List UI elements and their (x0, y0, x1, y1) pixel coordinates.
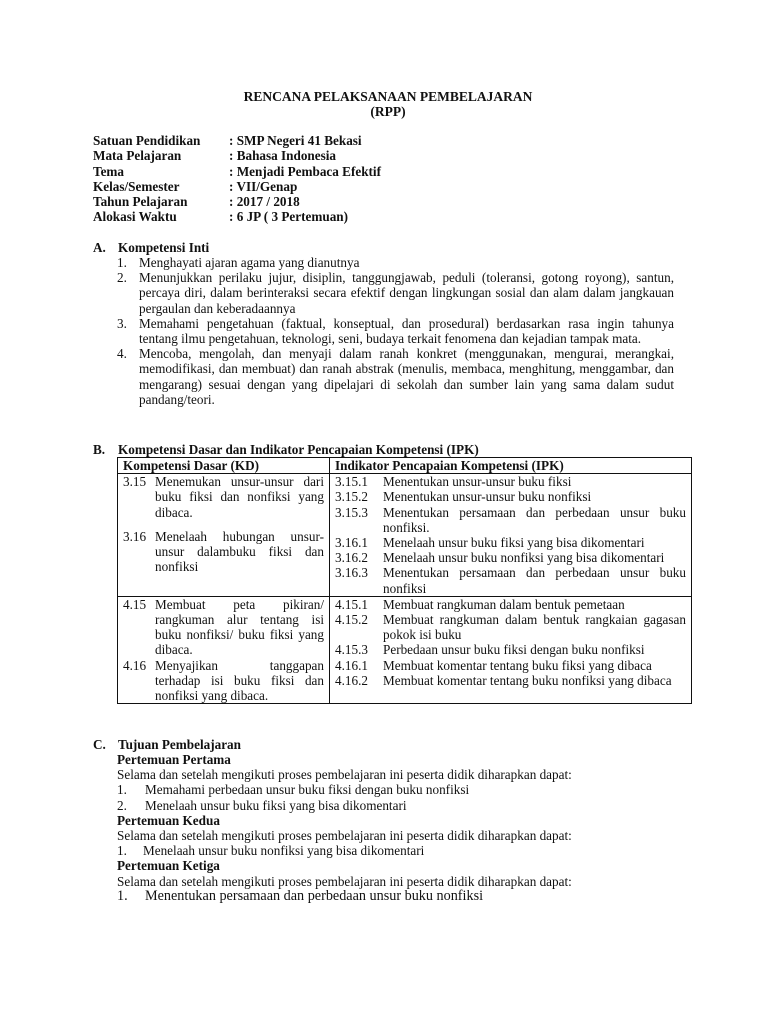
identity-label: Alokasi Waktu (93, 209, 177, 225)
identity-label: Tahun Pelajaran (93, 194, 188, 210)
identity-label: Mata Pelajaran (93, 148, 182, 164)
ipk-number: 3.15.3 (335, 504, 368, 520)
kd-number: 4.16 (123, 657, 147, 673)
kd-item (123, 597, 324, 658)
tujuan-pembelajaran (117, 752, 677, 904)
identity-row (93, 179, 381, 194)
kd-item (123, 474, 324, 520)
kd-text: Membuat peta pikiran/ rangkuman alur tentang isi buku nonfiksi/ buku fiksi yang dibaca. (155, 596, 324, 658)
ipk-text: Menelaah unsur buku nonfiksi yang bisa dikomentari (383, 550, 665, 566)
section-a-heading (93, 240, 209, 255)
ipk-item (335, 550, 686, 565)
section-letter: B. (93, 442, 106, 457)
ipk-item (335, 505, 686, 535)
kd-number: 3.16 (123, 528, 147, 544)
item-number: 1. (117, 782, 127, 798)
meeting-intro: Selama dan setelah mengikuti proses pembelajaran ini peserta didik diharapkan dapat: (117, 828, 572, 844)
item-text: Menghayati ajaran agama yang dianutnya (139, 255, 360, 270)
item-text: Memahami pengetahuan (faktual, konseptual, dan prosedural) berdasarkan rasa ingin tahunya tentang ilmu pengetahuan, teknologi, seni, budaya terkait fenomena dan kejadian tampak mata. (139, 315, 674, 347)
identity-row (93, 164, 381, 179)
identity-value: : SMP Negeri 41 Bekasi (229, 133, 362, 148)
meeting-title: Pertemuan Kedua (117, 812, 220, 828)
list-item (117, 782, 677, 797)
ipk-number: 3.15.2 (335, 489, 368, 505)
item-number: 1. (117, 843, 127, 859)
ipk-text: Membuat komentar tentang buku fiksi yang dibaca (383, 657, 652, 673)
item-text: Menunjukkan perilaku jujur, disiplin, tanggungjawab, peduli (toleransi, gotong royong), santun, percaya diri, dalam berinteraksi secara efektif dengan lingkungan sosial dan alam dalam jangkauan pergaulan dan keberadaannya (139, 270, 674, 316)
section-c-heading (93, 737, 241, 752)
ipk-item (335, 612, 686, 642)
ipk-item (335, 474, 686, 489)
kd-ipk-table (117, 457, 692, 704)
list-item (117, 843, 677, 858)
kd-number: 4.15 (123, 596, 147, 612)
section-title: Tujuan Pembelajaran (118, 737, 241, 752)
identity-value: : Menjadi Pembaca Efektif (229, 163, 381, 179)
ipk-text: Menentukan persamaan dan perbedaan unsur buku nonfiksi (383, 565, 686, 596)
kd-number: 3.15 (123, 474, 147, 490)
ipk-number: 3.16.1 (335, 535, 368, 551)
ipk-number: 4.15.2 (335, 612, 368, 628)
title-line-2: (RPP) (370, 104, 406, 119)
kompetensi-inti-list (117, 255, 674, 407)
ipk-text: Menentukan unsur-unsur buku fiksi (383, 474, 572, 490)
identity-value: : VII/Genap (229, 178, 298, 194)
kd-cell (118, 596, 330, 703)
ipk-cell (330, 596, 692, 703)
list-item (117, 346, 674, 407)
table-header-row (118, 458, 692, 474)
kd-text: Menemukan unsur-unsur dari buku fiksi dan nonfiksi yang dibaca. (155, 474, 324, 520)
identity-row (93, 133, 381, 148)
identity-block (93, 133, 381, 225)
item-text: Memahami perbedaan unsur buku fiksi dengan buku nonfiksi (145, 782, 470, 798)
table-row (118, 596, 692, 703)
ipk-item (335, 565, 686, 595)
identity-value: : 6 JP ( 3 Pertemuan) (229, 209, 349, 225)
document-title (0, 89, 768, 119)
item-number: 4. (117, 346, 127, 362)
col-header-ipk: Indikator Pencapaian Kompetensi (IPK) (330, 458, 692, 474)
ipk-text: Menentukan persamaan dan perbedaan unsur buku nonfiksi. (383, 504, 686, 535)
meeting-title: Pertemuan Pertama (117, 752, 231, 767)
list-item (117, 255, 674, 270)
identity-row (93, 209, 381, 224)
ipk-number: 4.15.1 (335, 596, 368, 612)
list-item (117, 270, 674, 316)
item-text: Mencoba, mengolah, dan menyaji dalam ranah konkret (menggunakan, mengurai, merangkai, memodifikasi, dan membuat) dan ranah abstrak (menulis, membaca, menghitung, menggambar, dan mengarang) sesuai dengan yang dipelajari di sekolah dan sumber lain yang sama dalam sudut pandang/teori. (139, 346, 674, 407)
identity-value: : Bahasa Indonesia (229, 148, 337, 164)
list-item (117, 798, 677, 813)
identity-row (93, 194, 381, 209)
section-b-heading (93, 442, 479, 457)
item-number: 1. (117, 887, 128, 904)
identity-row (93, 148, 381, 163)
identity-label: Kelas/Semester (93, 178, 180, 194)
kd-item (123, 529, 324, 575)
section-title: Kompetensi Dasar dan Indikator Pencapaian Kompetensi (IPK) (118, 442, 479, 457)
meeting-intro: Selama dan setelah mengikuti proses pembelajaran ini peserta didik diharapkan dapat: (117, 767, 572, 783)
title-line-1: RENCANA PELAKSANAAN PEMBELAJARAN (243, 89, 533, 104)
section-letter: A. (93, 240, 106, 255)
item-text: Menelaah unsur buku fiksi yang bisa dikomentari (145, 797, 407, 813)
item-number: 3. (117, 315, 127, 331)
ipk-number: 4.15.3 (335, 642, 368, 658)
ipk-item (335, 642, 686, 657)
ipk-text: Menelaah unsur buku fiksi yang bisa dikomentari (383, 535, 645, 551)
kd-text: Menyajikan tanggapan terhadap isi buku fiksi dan nonfiksi yang dibaca. (155, 657, 324, 704)
list-item (117, 316, 674, 346)
identity-label: Satuan Pendidikan (93, 133, 201, 148)
table-row (118, 474, 692, 597)
kd-cell (118, 474, 330, 597)
meeting-intro: Selama dan setelah mengikuti proses pembelajaran ini peserta didik diharapkan dapat: (117, 873, 572, 889)
ipk-cell (330, 474, 692, 597)
ipk-text: Membuat rangkuman dalam bentuk pemetaan (383, 596, 625, 612)
col-header-kd: Kompetensi Dasar (KD) (118, 458, 330, 474)
identity-label: Tema (93, 163, 125, 179)
ipk-number: 4.16.2 (335, 672, 368, 688)
ipk-item (335, 597, 686, 612)
ipk-text: Menentukan unsur-unsur buku nonfiksi (383, 489, 592, 505)
item-text: Menentukan persamaan dan perbedaan unsur buku nonfiksi (145, 887, 484, 904)
item-text: Menelaah unsur buku nonfiksi yang bisa dikomentari (143, 843, 425, 859)
ipk-number: 4.16.1 (335, 657, 368, 673)
ipk-item (335, 489, 686, 504)
item-number: 2. (117, 797, 127, 813)
ipk-item (335, 658, 686, 673)
ipk-text: Membuat komentar tentang buku nonfiksi yang dibaca (383, 672, 672, 688)
list-item (117, 889, 677, 904)
identity-value: : 2017 / 2018 (229, 194, 300, 210)
kd-text: Menelaah hubungan unsur-unsur dalambuku fiksi dan nonfiksi (155, 528, 324, 575)
item-number: 1. (117, 255, 127, 270)
ipk-number: 3.15.1 (335, 474, 368, 490)
item-number: 2. (117, 270, 127, 286)
ipk-text: Membuat rangkuman dalam bentuk rangkaian gagasan pokok isi buku (383, 612, 686, 643)
ipk-number: 3.16.2 (335, 550, 368, 566)
section-title: Kompetensi Inti (118, 240, 210, 255)
ipk-item (335, 673, 686, 688)
kd-item (123, 658, 324, 704)
ipk-text: Perbedaan unsur buku fiksi dengan buku nonfiksi (383, 642, 645, 658)
ipk-item (335, 535, 686, 550)
ipk-number: 3.16.3 (335, 565, 368, 581)
section-letter: C. (93, 737, 106, 752)
meeting-title: Pertemuan Ketiga (117, 858, 220, 874)
